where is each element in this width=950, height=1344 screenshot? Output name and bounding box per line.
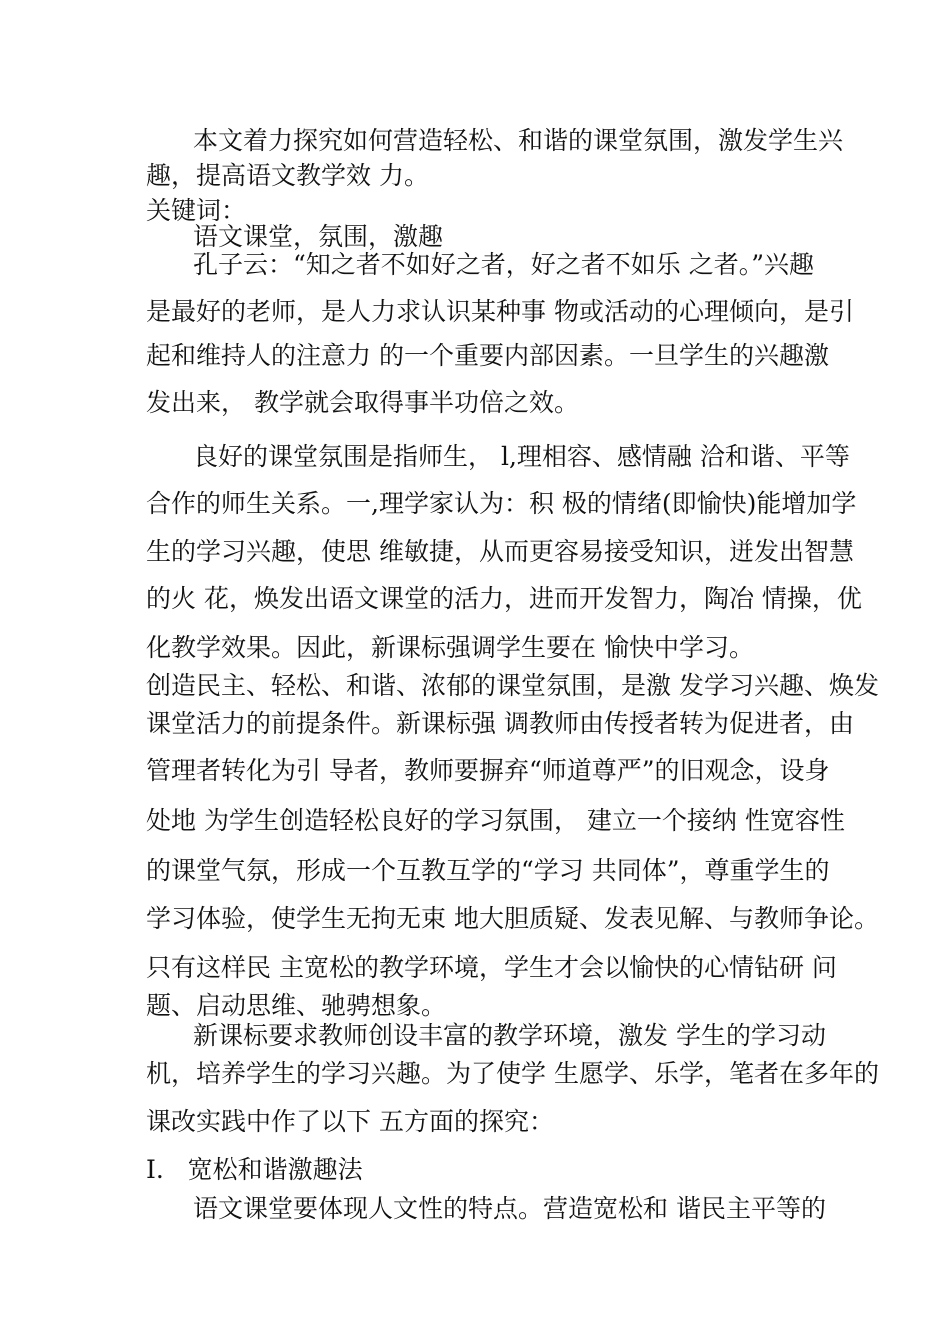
body-line-2: 是最好的老师，是人力求认识某种事 物或活动的心理倾向，是引 xyxy=(146,297,854,326)
abstract-line-1: 本文着力探究如何营造轻松、和谐的课堂氛围，激发学生兴 xyxy=(193,126,844,155)
body-line-7: 生的学习兴趣，使思 维敏捷，从而更容易接受知识，迸发出智慧 xyxy=(146,537,854,566)
body-line-21: 语文课堂要体现人文性的特点。营造宽松和 谐民主平等的 xyxy=(193,1194,826,1223)
section-heading-1: I. 宽松和谐激趣法 xyxy=(146,1155,363,1184)
body-line-1: 孔子云：“知之者不如好之者，好之者不如乐 之者。”兴趣 xyxy=(193,250,815,279)
body-line-6: 合作的师生关系。一,理学家认为：积 极的情绪(即愉快)能增加学 xyxy=(146,489,857,518)
body-line-20: 课改实践中作了以下 五方面的探究： xyxy=(146,1107,554,1136)
body-line-17: 题、启动思维、驰骋想象。 xyxy=(146,991,447,1020)
body-line-10: 创造民主、轻松、和谐、浓郁的课堂氛围，是激 发学习兴趣、焕发 xyxy=(146,671,879,700)
body-line-12: 管理者转化为引 导者，教师要摒弃“师道尊严”的旧观念，设身 xyxy=(146,756,830,785)
body-line-14: 的课堂气氛，形成一个互教互学的“学习 共同体”，尊重学生的 xyxy=(146,856,830,885)
body-line-18: 新课标要求教师创设丰富的教学环境，激发 学生的学习动 xyxy=(193,1021,826,1050)
body-line-13: 处地 为学生创造轻松良好的学习氛围， 建立一个接纳 性宽容性 xyxy=(146,806,845,835)
body-line-16: 只有这样民 主宽松的教学环境，学生才会以愉快的心情钻研 问 xyxy=(146,953,837,982)
keywords-label: 关键词： xyxy=(146,196,247,225)
body-line-8: 的火 花，焕发出语文课堂的活力，进而开发智力，陶冶 情操，优 xyxy=(146,584,862,613)
keywords-value: 语文课堂，氛围，激趣 xyxy=(193,222,444,251)
body-line-3: 起和维持人的注意力 的一个重要内部因素。一旦学生的兴趣激 xyxy=(146,341,829,370)
body-line-9: 化教学效果。因此，新课标强调学生要在 愉快中学习。 xyxy=(146,633,754,662)
body-line-11: 课堂活力的前提条件。新课标强 调教师由传授者转为促进者，由 xyxy=(146,709,854,738)
body-line-4: 发出来， 教学就会取得事半功倍之效。 xyxy=(146,388,579,417)
body-line-15: 学习体验，使学生无拘无束 地大胆质疑、发表见解、与教师争论。 xyxy=(146,904,879,933)
abstract-line-2: 趣，提高语文教学效 力。 xyxy=(146,161,429,190)
body-line-5: 良好的课堂氛围是指师生， l,理相容、感情融 洽和谐、平等 xyxy=(193,442,850,471)
body-line-19: 机，培养学生的学习兴趣。为了使学 生愿学、乐学，笔者在多年的 xyxy=(146,1059,879,1088)
